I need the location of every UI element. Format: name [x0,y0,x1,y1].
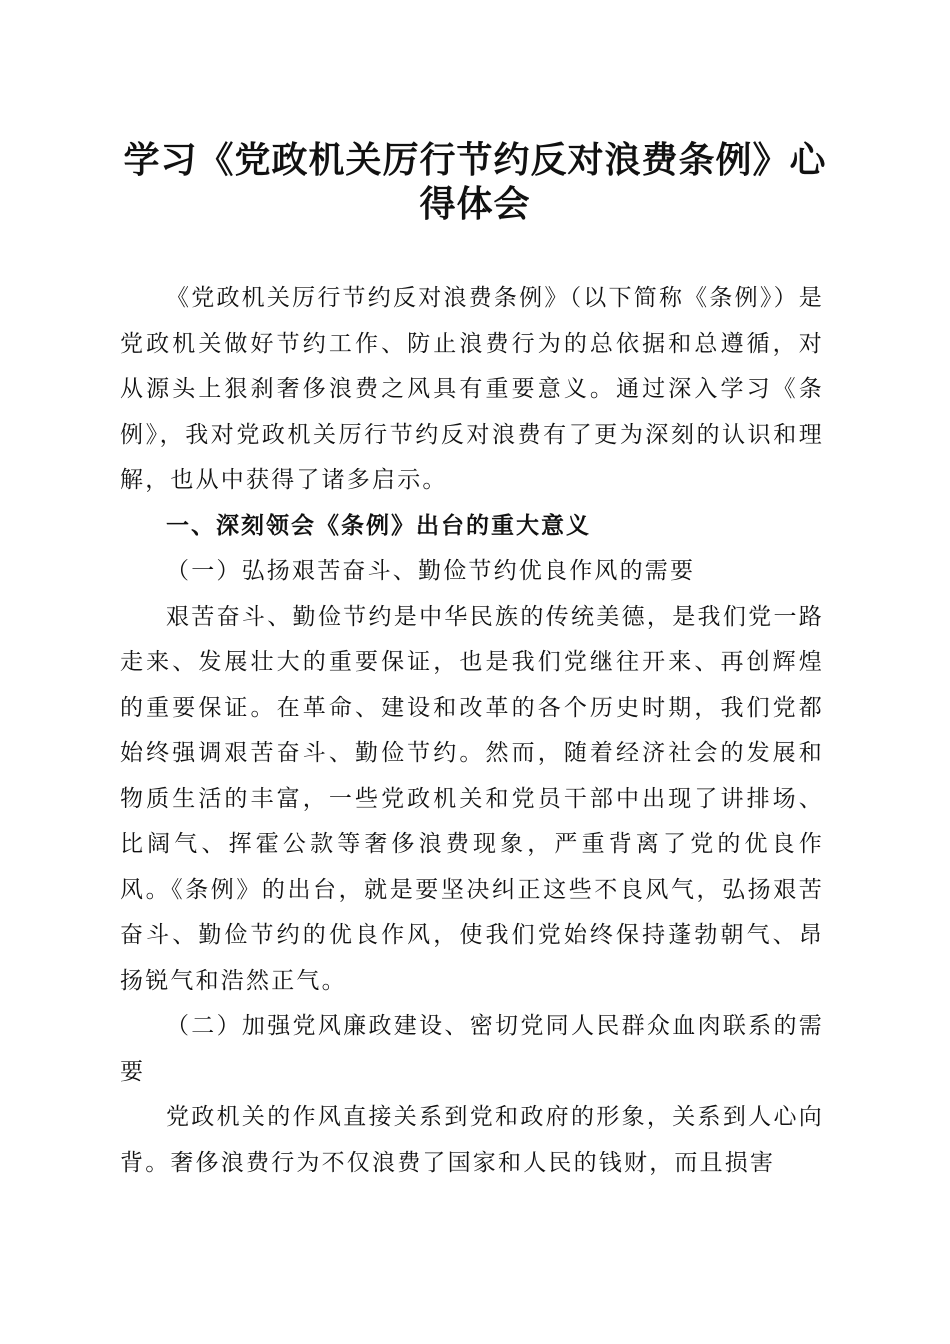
document-title: 学习《党政机关厉行节约反对浪费条例》心得体会 [123,139,827,225]
document-body [120,276,824,1186]
subsection-heading-2: （二）加强党风廉政建设、密切党同人民群众血肉联系的需要 [120,1013,824,1085]
subsection-heading-1: （一）弘扬艰苦奋斗、勤俭节约优良作风的需要 [166,558,696,584]
subsection-2-paragraph: 党政机关的作风直接关系到党和政府的形象，关系到人心向背。奢侈浪费行为不仅浪费了国家和人民的钱财，而且损害 [120,1104,824,1176]
subsection-1-paragraph: 艰苦奋斗、勤俭节约是中华民族的传统美德，是我们党一路走来、发展壮大的重要保证，也是我们党继往开来、再创辉煌的重要保证。在革命、建设和改革的各个历史时期，我们党都始终强调艰苦奋斗、勤俭节约。然而，随着经济社会的发展和物质生活的丰富，一些党政机关和党员干部中出现了讲排场、比阔气、挥霍公款等奢侈浪费现象，严重背离了党的优良作风。《条例》的出台，就是要坚决纠正这些不良风气，弘扬艰苦奋斗、勤俭节约的优良作风，使我们党始终保持蓬勃朝气、昂扬锐气和浩然正气。 [120,603,824,994]
section-heading-1: 一、深刻领会《条例》出台的重大意义 [166,512,591,539]
intro-paragraph: 《党政机关厉行节约反对浪费条例》（以下简称《条例》）是党政机关做好节约工作、防止浪费行为的总依据和总遵循，对从源头上狠刹奢侈浪费之风具有重要意义。通过深入学习《条例》，我对党政机关厉行节约反对浪费有了更为深刻的认识和理解，也从中获得了诸多启示。 [120,285,824,493]
